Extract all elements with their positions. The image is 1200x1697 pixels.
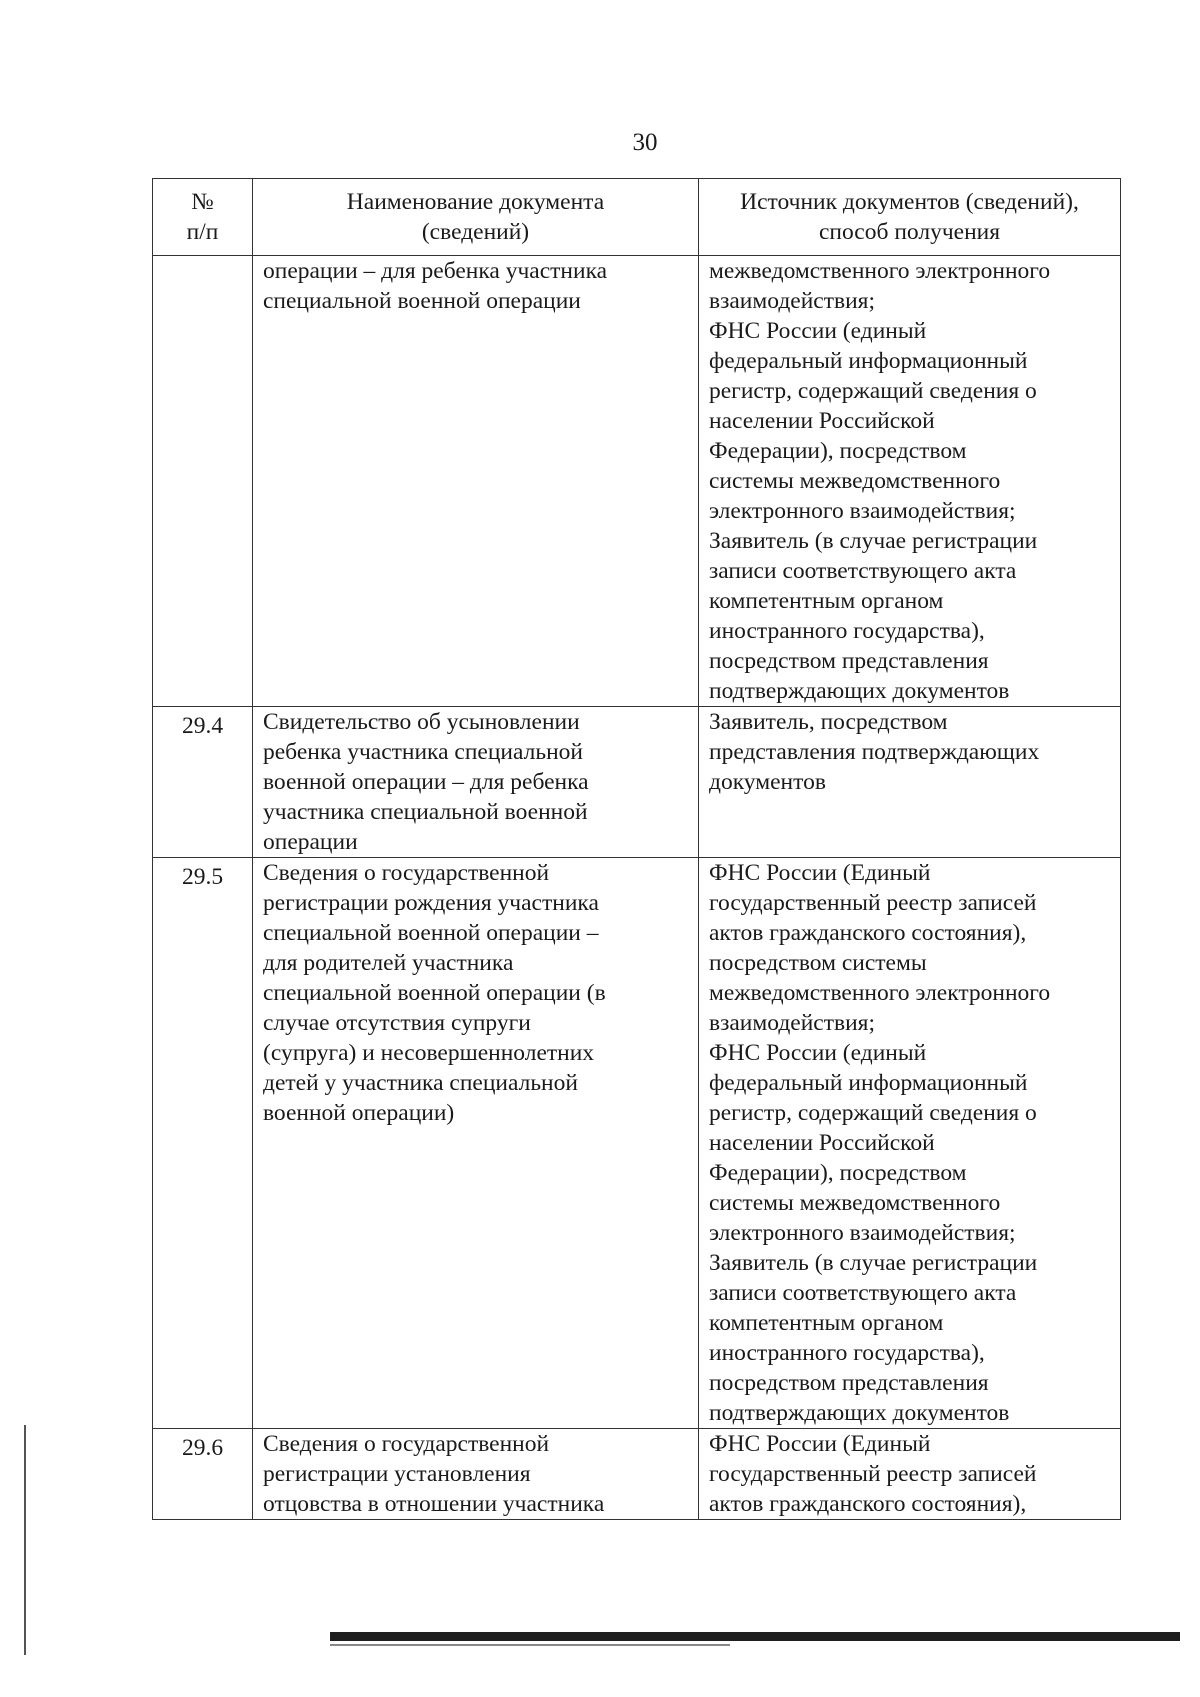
table-row xyxy=(153,858,1121,1429)
document-source: ФНС России (Единый государственный реестр записей актов гражданского состояния), xyxy=(699,1429,1121,1520)
scan-edge-line xyxy=(24,1425,26,1655)
table-row xyxy=(153,707,1121,858)
scan-bottom-line xyxy=(330,1644,730,1646)
table-header-row xyxy=(153,179,1121,256)
header-number: № п/п xyxy=(153,179,253,256)
documents-table xyxy=(152,178,1121,1520)
document-name: Сведения о государственной регистрации рождения участника специальной военной операции – для родителей участника специальной военной операции (в случае отсутствия супруги (супруга) и несовершеннолетних детей у участника специальной военной операции) xyxy=(253,858,699,1429)
header-source: Источник документов (сведений), способ получения xyxy=(699,179,1121,256)
document-name: Свидетельство об усыновлении ребенка участника специальной военной операции – для ребенка участника специальной военной операции xyxy=(253,707,699,858)
table-row xyxy=(153,1429,1121,1520)
header-document-name: Наименование документа (сведений) xyxy=(253,179,699,256)
document-source: межведомственного электронного взаимодействия; ФНС России (единый федеральный информационный регистр, содержащий сведения о населении Российской Федерации), посредством системы межведомственного электронного взаимодействия; Заявитель (в случае регистрации записи соответствующего акта компетентным органом иностранного государства), посредством представления подтверждающих документов xyxy=(699,256,1121,707)
row-number xyxy=(153,256,253,707)
document-name: операции – для ребенка участника специальной военной операции xyxy=(253,256,699,707)
document-source: ФНС России (Единый государственный реестр записей актов гражданского состояния), посредством системы межведомственного электронного взаимодействия; ФНС России (единый федеральный информационный регистр, содержащий сведения о населении Российской Федерации), посредством системы межведомственного электронного взаимодействия; Заявитель (в случае регистрации записи соответствующего акта компетентным органом иностранного государства), посредством представления подтверждающих документов xyxy=(699,858,1121,1429)
row-number: 29.5 xyxy=(153,858,253,1429)
row-number: 29.4 xyxy=(153,707,253,858)
document-source: Заявитель, посредством представления подтверждающих документов xyxy=(699,707,1121,858)
row-number: 29.6 xyxy=(153,1429,253,1520)
document-name: Сведения о государственной регистрации установления отцовства в отношении участника xyxy=(253,1429,699,1520)
scan-bottom-bar xyxy=(330,1632,1180,1641)
page-number: 30 xyxy=(632,129,658,156)
table-row xyxy=(153,256,1121,707)
